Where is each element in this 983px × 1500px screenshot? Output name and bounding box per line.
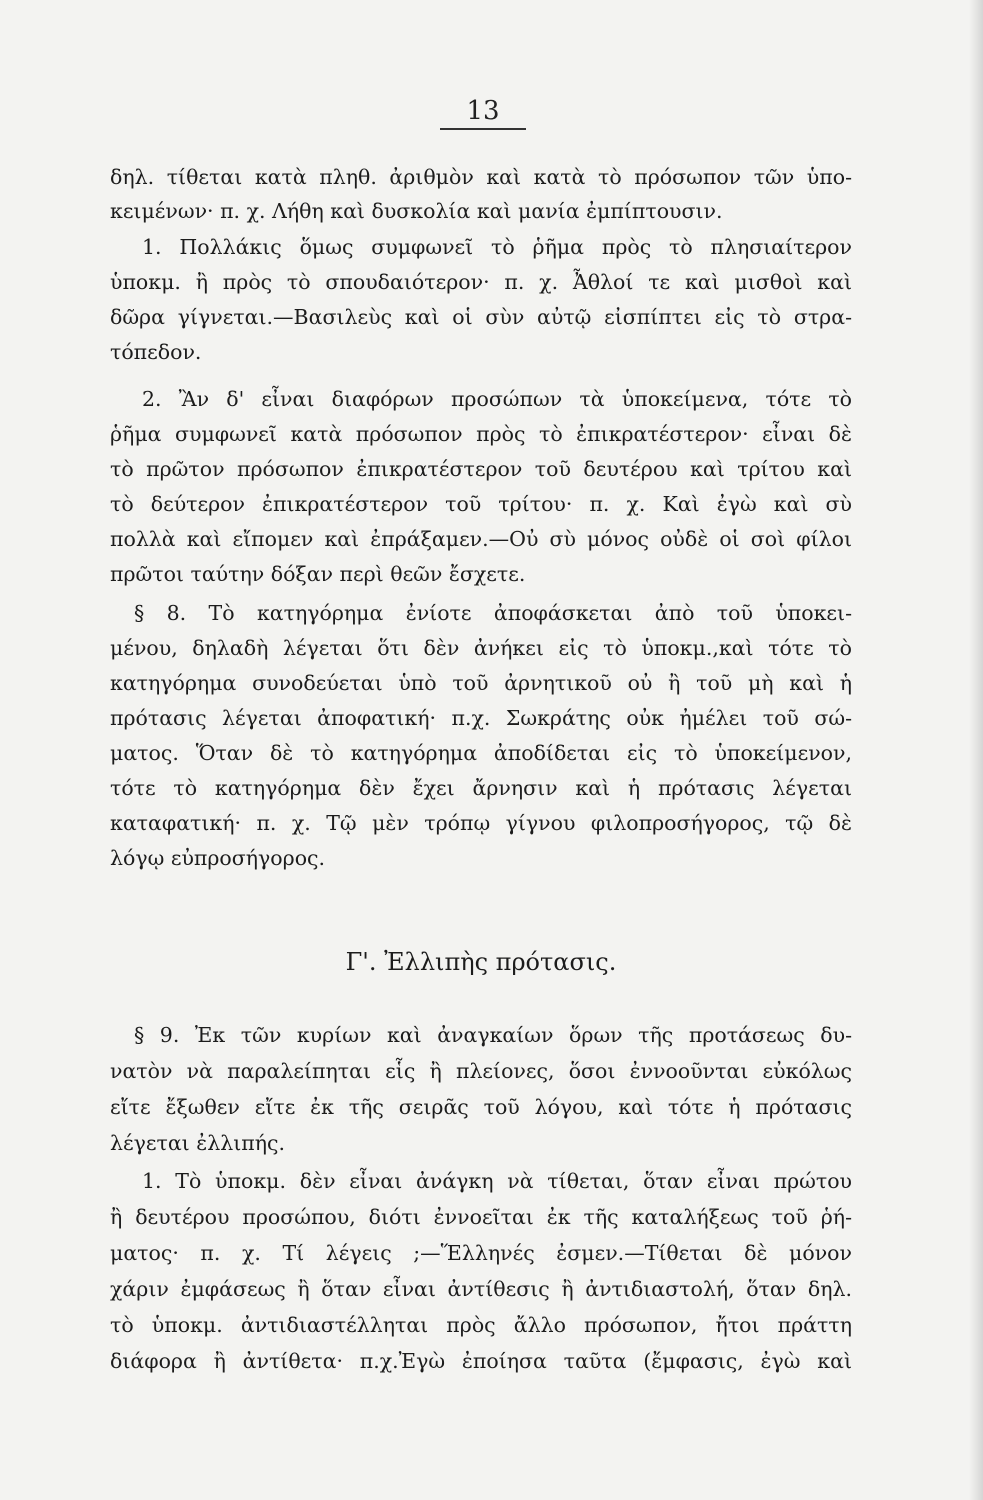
text-line: ματος· π. χ. Τί λέγεις ;—Ἕλληνές ἐσμεν.—Τίθεται δὲ μόνον xyxy=(110,1241,852,1265)
text-line: ὑποκμ. ἢ πρὸς τὸ σπουδαιότερον· π. χ. Ἆθλοί τε καὶ μισθοὶ καὶ xyxy=(110,270,852,294)
page-number: 13 xyxy=(466,96,500,126)
text-line: τότε τὸ κατηγόρημα δὲν ἔχει ἄρνησιν καὶ ἡ πρότασις λέγεται xyxy=(110,776,852,800)
text-line: νατὸν νὰ παραλείπηται εἷς ἢ πλείονες, ὅσοι ἐννοοῦνται εὐκόλως xyxy=(110,1059,852,1083)
text-line: δηλ. τίθεται κατὰ πληθ. ἀριθμὸν καὶ κατὰ τὸ πρόσωπον τῶν ὑπο- xyxy=(110,165,852,189)
text-line: § 8. Τὸ κατηγόρημα ἐνίοτε ἀποφάσκεται ἀπὸ τοῦ ὑποκει- xyxy=(134,601,852,625)
text-line: κειμένων· π. χ. Λήθη καὶ δυσκολία καὶ μανία ἐμπίπτουσιν. xyxy=(110,199,723,223)
text-line: τὸ δεύτερον ἐπικρατέστερον τοῦ τρίτου· π. χ. Καὶ ἐγὼ καὶ σὺ xyxy=(110,492,852,516)
text-line: 1. Πολλάκις ὅμως συμφωνεῖ τὸ ῥῆμα πρὸς τὸ πλησιαίτερον xyxy=(142,235,852,259)
text-line: τὸ ὑποκμ. ἀντιδιαστέλληται πρὸς ἄλλο πρόσωπον, ἤτοι πράττη xyxy=(110,1313,852,1337)
text-line: λόγῳ εὐπροσήγορος. xyxy=(110,846,326,870)
page-edge-shadow xyxy=(969,0,983,1500)
text-line: πολλὰ καὶ εἴπομεν καὶ ἐπράξαμεν.—Οὐ σὺ μόνος οὐδὲ οἱ σοὶ φίλοι xyxy=(110,527,852,551)
text-line: δῶρα γίγνεται.—Βασιλεὺς καὶ οἱ σὺν αὐτῷ εἰσπίπτει εἰς τὸ στρα- xyxy=(110,305,852,329)
text-line: 1. Τὸ ὑποκμ. δὲν εἶναι ἀνάγκη νὰ τίθεται, ὅταν εἶναι πρώτου xyxy=(142,1169,852,1193)
text-line: πρότασις λέγεται ἀποφατική· π.χ. Σωκράτης οὐκ ἠμέλει τοῦ σώ- xyxy=(110,706,852,730)
text-line: § 9. Ἐκ τῶν κυρίων καὶ ἀναγκαίων ὅρων τῆς προτάσεως δυ- xyxy=(134,1023,852,1047)
text-line: ἢ δευτέρου προσώπου, διότι ἐννοεῖται ἐκ τῆς καταλήξεως τοῦ ῥή- xyxy=(110,1205,852,1229)
page-number-rule xyxy=(440,128,526,130)
text-line: λέγεται ἐλλιπής. xyxy=(110,1131,286,1155)
text-line: εἴτε ἔξωθεν εἴτε ἐκ τῆς σειρᾶς τοῦ λόγου, καὶ τότε ἡ πρότασις xyxy=(110,1095,852,1119)
text-line: τὸ πρῶτον πρόσωπον ἐπικρατέστερον τοῦ δευτέρου καὶ τρίτου καὶ xyxy=(110,457,852,481)
text-line: ῥῆμα συμφωνεῖ κατὰ πρόσωπον πρὸς τὸ ἐπικρατέστερον· εἶναι δὲ xyxy=(110,422,852,446)
text-line: χάριν ἐμφάσεως ἢ ὅταν εἶναι ἀντίθεσις ἢ ἀντιδιαστολή, ὅταν δηλ. xyxy=(110,1277,852,1301)
text-line: κατηγόρημα συνοδεύεται ὑπὸ τοῦ ἀρνητικοῦ οὐ ἢ τοῦ μὴ καὶ ἡ xyxy=(110,671,852,695)
text-line: μένου, δηλαδὴ λέγεται ὅτι δὲν ἀνήκει εἰς τὸ ὑποκμ.,καὶ τότε τὸ xyxy=(110,636,852,660)
text-line: ματος. Ὅταν δὲ τὸ κατηγόρημα ἀποδίδεται εἰς τὸ ὑποκείμενον, xyxy=(110,741,852,765)
text-line: καταφατική· π. χ. Τῷ μὲν τρόπῳ γίγνου φιλοπροσήγορος, τῷ δὲ xyxy=(110,811,852,835)
section-heading: Γ'. Ἐλλιπὴς πρότασις. xyxy=(345,948,617,976)
text-line: διάφορα ἢ ἀντίθετα· π.χ.Ἐγὼ ἐποίησα ταῦτα (ἔμφασις, ἐγὼ καὶ xyxy=(110,1349,852,1373)
text-line: πρῶτοι ταύτην δόξαν περὶ θεῶν ἔσχετε. xyxy=(110,562,526,586)
text-line: τόπεδον. xyxy=(110,340,202,364)
text-line: 2. Ἂν δ' εἶναι διαφόρων προσώπων τὰ ὑποκείμενα, τότε τὸ xyxy=(142,387,852,411)
